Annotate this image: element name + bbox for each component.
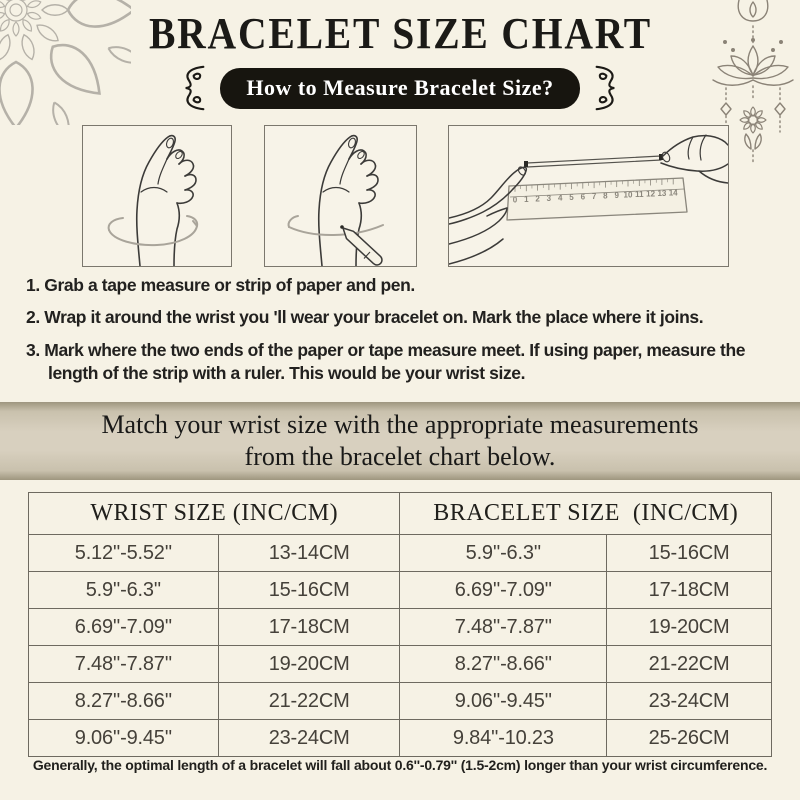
table-cell: 6.69''-7.09'' bbox=[29, 609, 219, 646]
ruler-number: 0 bbox=[512, 195, 518, 205]
instruction-number: 1. bbox=[26, 275, 40, 295]
table-cell: 9.06''-9.45'' bbox=[400, 683, 607, 720]
ruler-number: 14 bbox=[668, 188, 678, 198]
table-cell: 8.27''-8.66'' bbox=[400, 646, 607, 683]
table-row bbox=[29, 683, 772, 720]
ruler-number: 7 bbox=[591, 192, 597, 202]
ruler-number: 1 bbox=[524, 195, 529, 205]
instruction-text: Mark where the two ends of the paper or tape measure meet. If using paper, measure the length of the strip with a ruler. This would be your wrist size. bbox=[44, 339, 746, 384]
ruler-number: 3 bbox=[546, 194, 552, 204]
table-cell: 21-22CM bbox=[607, 646, 772, 683]
page-title-text: BRACELET SIZE CHART bbox=[148, 9, 652, 58]
ruler-number: 2 bbox=[535, 194, 540, 204]
wrist-size-header-text: WRIST SIZE (INC/CM) bbox=[90, 500, 339, 526]
instruction-item-3 bbox=[26, 339, 748, 386]
table-cell: 5.9''-6.3'' bbox=[29, 572, 219, 609]
right-hand-sketch bbox=[661, 135, 728, 183]
page-title bbox=[0, 10, 800, 58]
ruler-number: 11 bbox=[635, 190, 644, 200]
table-row bbox=[29, 720, 772, 757]
table-cell: 23-24CM bbox=[218, 720, 400, 757]
ruler-number: 9 bbox=[614, 191, 619, 201]
wrist-size-header bbox=[29, 493, 400, 535]
instruction-number: 3. bbox=[26, 339, 40, 360]
table-cell: 8.27''-8.66'' bbox=[29, 683, 219, 720]
paper-strip bbox=[524, 154, 663, 167]
ruler-number: 13 bbox=[657, 188, 667, 198]
table-cell: 17-18CM bbox=[218, 609, 400, 646]
table-cell: 5.9''-6.3'' bbox=[400, 535, 607, 572]
pen-mark-dot bbox=[340, 225, 344, 229]
how-to-measure-label: How to Measure Bracelet Size? bbox=[246, 74, 554, 100]
table-cell: 6.69''-7.09'' bbox=[400, 572, 607, 609]
table-cell: 9.06''-9.45'' bbox=[29, 720, 219, 757]
table-cell: 15-16CM bbox=[218, 572, 400, 609]
table-cell: 15-16CM bbox=[607, 535, 772, 572]
table-cell: 13-14CM bbox=[218, 535, 400, 572]
table-row bbox=[29, 572, 772, 609]
instruction-item-1 bbox=[26, 274, 768, 297]
table-cell: 21-22CM bbox=[218, 683, 400, 720]
table-cell: 17-18CM bbox=[607, 572, 772, 609]
table-cell: 7.48''-7.87'' bbox=[400, 609, 607, 646]
match-banner-line1: Match your wrist size with the appropriate measurements bbox=[101, 410, 699, 439]
footer-note: Generally, the optimal length of a bracelet will fall about 0.6''-0.79'' (1.5-2cm) longer than your wrist circumference. bbox=[32, 757, 768, 773]
table-row bbox=[29, 535, 772, 572]
table-cell: 5.12''-5.52'' bbox=[29, 535, 219, 572]
ruler-number: 5 bbox=[569, 193, 574, 203]
table-cell: 19-20CM bbox=[607, 609, 772, 646]
measure-wrist-tape-illustration bbox=[83, 126, 231, 266]
table-cell: 23-24CM bbox=[607, 683, 772, 720]
match-banner bbox=[0, 402, 800, 480]
squiggle-bracket-right-icon bbox=[594, 62, 624, 114]
size-table bbox=[28, 492, 772, 757]
table-row bbox=[29, 646, 772, 683]
table-header-row bbox=[29, 493, 772, 535]
match-banner-line2: from the bracelet chart below. bbox=[244, 442, 556, 471]
instruction-text: Grab a tape measure or strip of paper and pen. bbox=[44, 275, 415, 295]
ruler-number: 6 bbox=[580, 192, 586, 202]
table-cell: 25-26CM bbox=[607, 720, 772, 757]
illustration-box-3 bbox=[448, 125, 729, 267]
instruction-item-2 bbox=[26, 306, 768, 329]
table-cell: 9.84''-10.23 bbox=[400, 720, 607, 757]
instruction-text: Wrap it around the wrist you 'll wear your bracelet on. Mark the place where it joins. bbox=[44, 307, 704, 328]
illustration-box-1 bbox=[82, 125, 232, 267]
subtitle-row bbox=[0, 66, 800, 110]
table-cell: 7.48''-7.87'' bbox=[29, 646, 219, 683]
instructions-list bbox=[26, 274, 768, 395]
bracelet-size-header-text: BRACELET SIZE (INC/CM) bbox=[433, 500, 739, 526]
ruler-number: 12 bbox=[646, 189, 656, 199]
instruction-number: 2. bbox=[26, 307, 40, 328]
illustration-box-2 bbox=[264, 125, 417, 267]
ruler-number: 4 bbox=[557, 193, 563, 203]
table-cell: 19-20CM bbox=[218, 646, 400, 683]
ruler-number: 10 bbox=[623, 190, 633, 200]
squiggle-bracket-left-icon bbox=[176, 62, 206, 114]
bracelet-size-header bbox=[400, 493, 772, 535]
mark-wrist-pen-illustration bbox=[265, 126, 416, 266]
ruler-number: 8 bbox=[603, 191, 608, 201]
table-row bbox=[29, 609, 772, 646]
how-to-measure-pill bbox=[220, 68, 579, 109]
ruler-measure-illustration bbox=[449, 126, 728, 266]
